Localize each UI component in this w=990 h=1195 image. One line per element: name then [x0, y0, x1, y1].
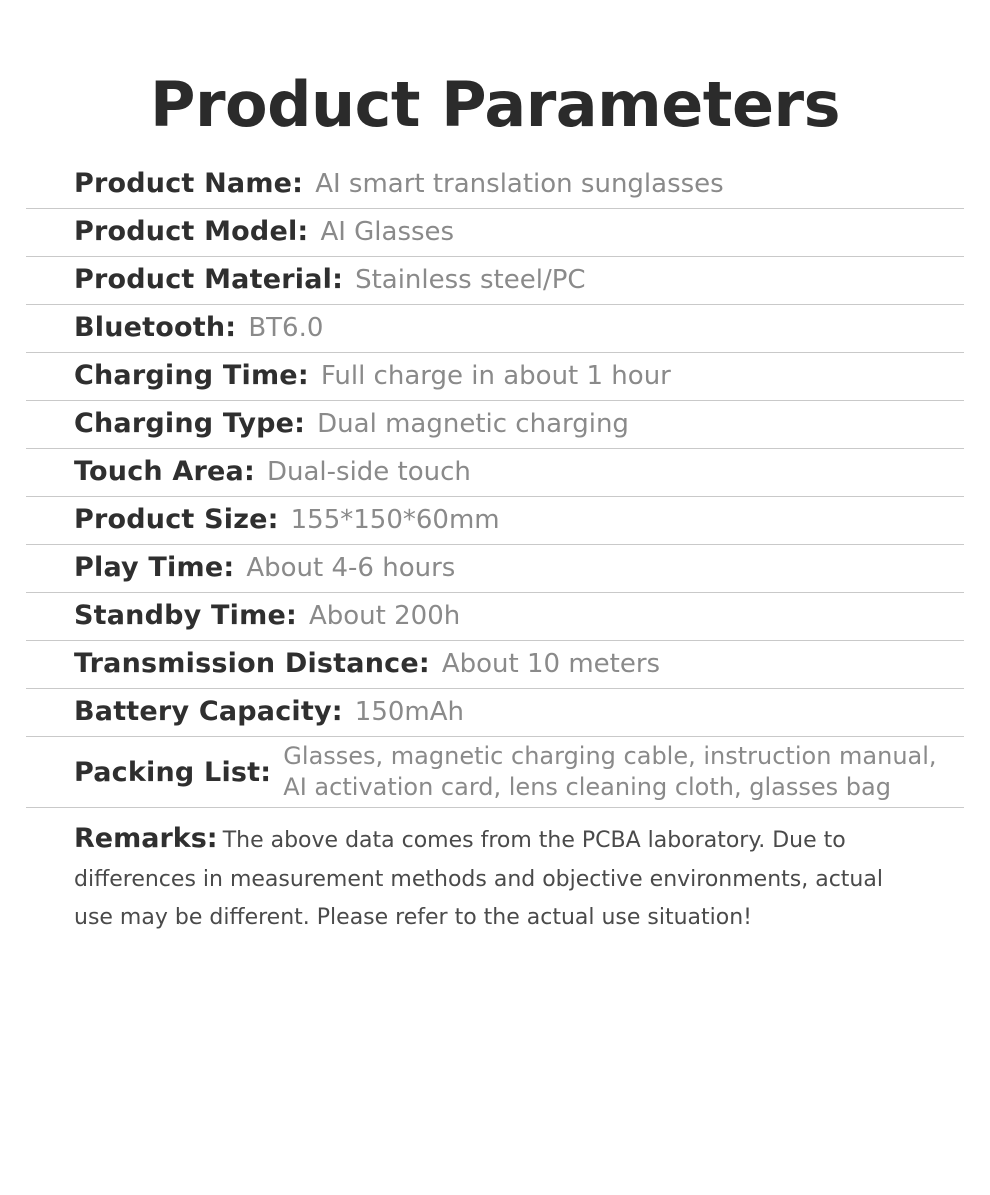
parameter-label: Battery Capacity:: [74, 696, 343, 728]
remarks-section: [26, 808, 964, 938]
parameter-value: Dual magnetic charging: [317, 409, 629, 440]
table-row: [26, 305, 964, 353]
table-row: [26, 257, 964, 305]
parameter-label: Product Material:: [74, 264, 344, 296]
parameters-table: [26, 161, 964, 808]
table-row: [26, 737, 964, 808]
parameter-label: Standby Time:: [74, 600, 297, 632]
remarks-label: Remarks:: [74, 823, 218, 855]
table-row: [26, 449, 964, 497]
table-row: [26, 689, 964, 737]
parameter-label: Charging Type:: [74, 408, 306, 440]
parameter-label: Bluetooth:: [74, 312, 237, 344]
parameter-value: Glasses, magnetic charging cable, instruction manual, AI activation card, lens cleaning cloth, glasses bag: [283, 742, 937, 802]
table-row: [26, 545, 964, 593]
table-row: [26, 593, 964, 641]
remarks-text: The above data comes from the PCBA laboratory. Due to differences in measurement methods and objective environments, actual use may be different. Please refer to the actual use situation!: [74, 828, 883, 931]
parameter-value: AI smart translation sunglasses: [315, 169, 724, 200]
parameter-label: Play Time:: [74, 552, 235, 584]
parameter-value: BT6.0: [248, 313, 324, 344]
table-row: [26, 497, 964, 545]
parameter-label: Product Name:: [74, 168, 304, 200]
table-row: [26, 161, 964, 209]
page-title: Product Parameters: [150, 68, 840, 141]
parameter-value: Stainless steel/PC: [355, 265, 586, 296]
table-row: [26, 353, 964, 401]
parameter-label: Product Model:: [74, 216, 309, 248]
parameter-value: AI Glasses: [320, 217, 455, 248]
parameter-value: About 200h: [308, 601, 461, 632]
parameter-label: Packing List:: [74, 756, 272, 788]
parameter-value: About 4-6 hours: [246, 553, 456, 584]
parameter-value: 150mAh: [354, 697, 465, 728]
parameter-label: Transmission Distance:: [74, 648, 430, 680]
parameter-label: Touch Area:: [74, 456, 255, 488]
parameter-label: Product Size:: [74, 504, 279, 536]
parameter-value: Dual-side touch: [266, 457, 471, 488]
table-row: [26, 641, 964, 689]
parameter-value: Full charge in about 1 hour: [320, 361, 671, 392]
table-row: [26, 401, 964, 449]
parameter-label: Charging Time:: [74, 360, 309, 392]
parameter-value: About 10 meters: [441, 649, 661, 680]
table-row: [26, 209, 964, 257]
parameter-value: 155*150*60mm: [290, 505, 500, 536]
